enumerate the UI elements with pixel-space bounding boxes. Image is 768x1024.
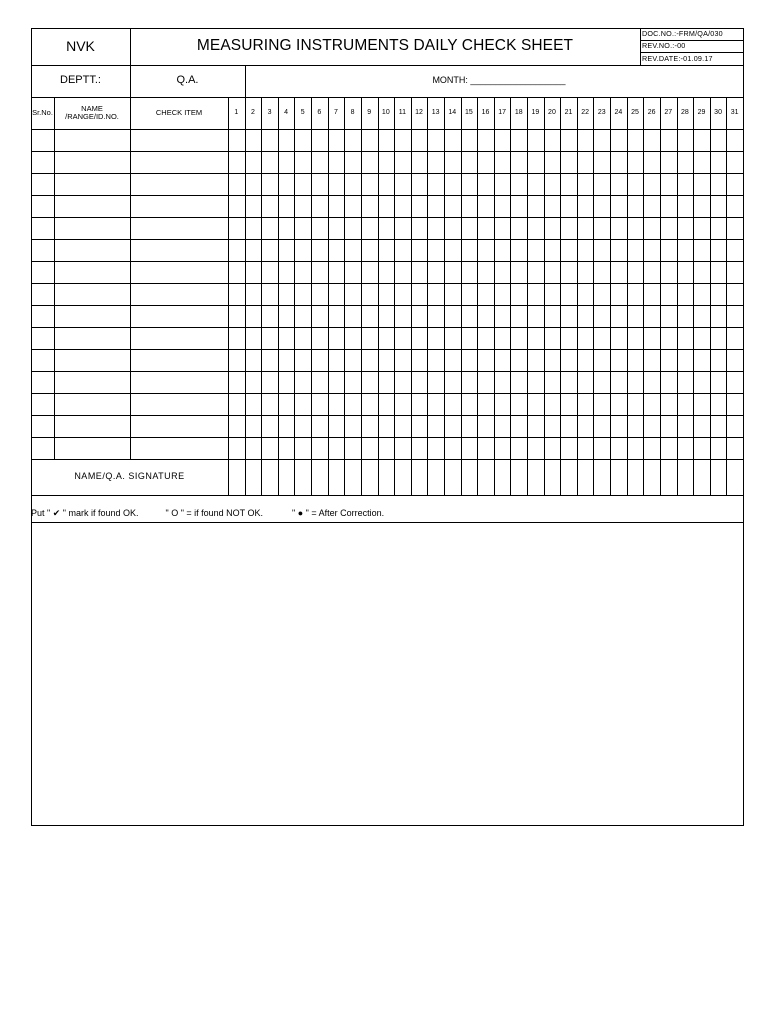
grid-line [31, 239, 744, 240]
day-header-8: 8 [350, 109, 355, 117]
grid-line [31, 283, 744, 284]
grid-line [31, 305, 744, 306]
grid-line [427, 97, 428, 496]
day-header-15: 15 [464, 109, 473, 117]
day-header-5: 5 [300, 109, 305, 117]
day-header-24: 24 [614, 109, 623, 117]
legend-after-correction: " ● " = After Correction. [292, 508, 385, 518]
grid-line [228, 97, 229, 496]
grid-line [31, 173, 744, 174]
day-header-18: 18 [514, 109, 523, 117]
grid-line [31, 825, 744, 826]
day-header-16: 16 [481, 109, 490, 117]
grid-line [444, 97, 445, 496]
grid-line [31, 65, 744, 66]
check-sheet-form [31, 28, 743, 825]
column-header-name-line1: NAME [81, 104, 103, 114]
grid-line [31, 437, 744, 438]
grid-line [527, 97, 528, 496]
day-header-17: 17 [498, 109, 506, 117]
revision-number: REV.NO.:-00 [642, 41, 686, 51]
day-header-11: 11 [398, 109, 407, 117]
day-header-1: 1 [234, 109, 239, 117]
grid-line [31, 195, 744, 196]
grid-line [130, 97, 131, 460]
grid-line [640, 52, 744, 53]
grid-line [593, 97, 594, 496]
day-header-6: 6 [317, 109, 322, 117]
day-header-14: 14 [448, 109, 457, 117]
department-label: DEPTT.: [60, 74, 101, 87]
day-header-29: 29 [697, 109, 706, 117]
grid-line [344, 97, 345, 496]
grid-line [31, 261, 744, 262]
grid-line [726, 97, 727, 496]
grid-line [31, 97, 744, 98]
day-header-7: 7 [334, 109, 338, 117]
company-name: NVK [66, 38, 95, 55]
grid-line [461, 97, 462, 496]
grid-line [643, 97, 644, 496]
day-header-23: 23 [597, 109, 606, 117]
grid-line [378, 97, 379, 496]
grid-line [261, 97, 262, 496]
grid-line [278, 97, 279, 496]
grid-line [31, 129, 744, 130]
revision-date: REV.DATE:-01.09.17 [642, 53, 713, 63]
legend-note [31, 508, 384, 519]
column-header-name-range-id [54, 97, 130, 129]
grid-line [31, 349, 744, 350]
column-header-name-line2: /RANGE/ID.NO. [65, 112, 119, 121]
day-header-26: 26 [647, 109, 656, 117]
grid-line [640, 40, 744, 41]
grid-line [660, 97, 661, 496]
grid-line [627, 97, 628, 496]
day-header-10: 10 [381, 109, 390, 117]
column-header-sr-no: Sr.No. [32, 108, 53, 118]
day-header-19: 19 [531, 109, 540, 117]
grid-line [245, 97, 246, 496]
day-header-28: 28 [680, 109, 689, 117]
grid-line [743, 28, 744, 826]
grid-line [710, 97, 711, 496]
grid-line [494, 97, 495, 496]
grid-line [560, 97, 561, 496]
day-header-25: 25 [631, 109, 639, 117]
grid-line [31, 371, 744, 372]
doc-number: DOC.NO.:-FRM/QA/030 [642, 29, 723, 39]
grid-line [677, 97, 678, 496]
grid-line [31, 459, 744, 460]
grid-line [328, 97, 329, 496]
day-header-20: 20 [548, 109, 556, 117]
legend-ok: Put " ✔ " mark if found OK. [31, 508, 139, 518]
day-header-9: 9 [367, 109, 372, 117]
day-header-27: 27 [664, 109, 673, 117]
day-header-4: 4 [284, 109, 289, 117]
grid-line [577, 97, 578, 496]
grid-line [411, 97, 412, 496]
day-header-2: 2 [250, 109, 255, 117]
grid-line [693, 97, 694, 496]
grid-line [361, 97, 362, 496]
month-field: MONTH: ___________________ [432, 75, 566, 86]
day-header-22: 22 [581, 109, 590, 117]
grid-line [544, 97, 545, 496]
grid-line [31, 151, 744, 152]
grid-line [31, 217, 744, 218]
grid-line [31, 327, 744, 328]
grid-line [477, 97, 478, 496]
grid-line [31, 495, 744, 496]
grid-line [610, 97, 611, 496]
form-title: MEASURING INSTRUMENTS DAILY CHECK SHEET [196, 37, 574, 55]
department-value: Q.A. [176, 74, 199, 87]
grid-line [31, 415, 744, 416]
day-header-12: 12 [415, 109, 423, 117]
grid-line [31, 522, 744, 523]
day-header-3: 3 [267, 109, 272, 117]
column-header-check-item: CHECK ITEM [155, 108, 203, 118]
grid-line [31, 28, 744, 29]
legend-not-ok: " O " = if found NOT OK. [165, 508, 264, 518]
grid-line [394, 97, 395, 496]
grid-line [510, 97, 511, 496]
day-header-30: 30 [714, 109, 722, 117]
grid-line [130, 28, 131, 98]
grid-line [640, 28, 641, 66]
grid-line [294, 97, 295, 496]
grid-line [54, 97, 55, 460]
grid-line [311, 97, 312, 496]
grid-line [31, 28, 32, 826]
day-header-31: 31 [730, 109, 739, 117]
day-header-21: 21 [564, 109, 573, 117]
day-header-13: 13 [431, 109, 440, 117]
signature-label: NAME/Q.A. SIGNATURE [74, 471, 185, 482]
grid-line [31, 393, 744, 394]
